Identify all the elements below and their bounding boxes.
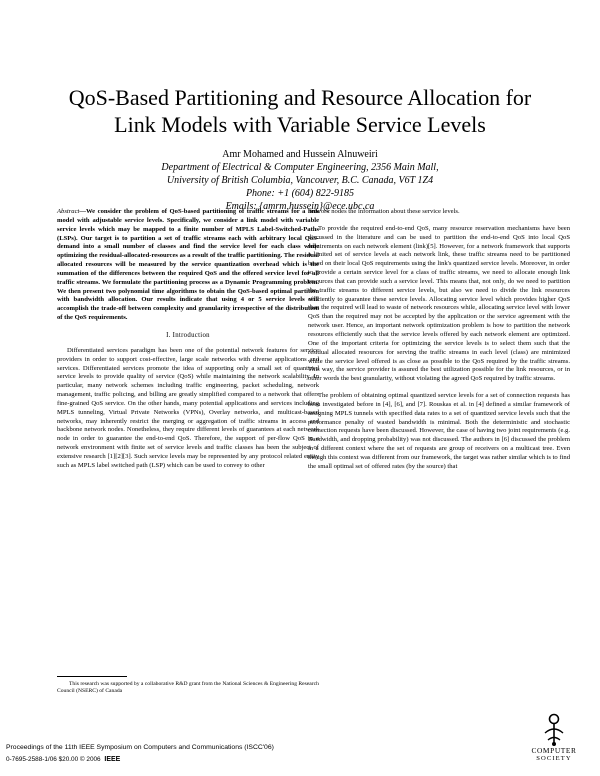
left-column [57, 208, 319, 471]
abstract-label: Abstract [57, 208, 80, 215]
author-block [80, 148, 520, 213]
author-emails: Emails: {amrm,hussein}@ece.ubc.ca [225, 201, 375, 212]
title-line-2: Link Models with Variable Service Levels [114, 112, 486, 137]
isbn-footer [6, 756, 120, 763]
isbn-text: 0-7695-2588-1/06 $20.00 © 2006 [6, 756, 101, 763]
footnote-rule [57, 676, 127, 677]
right-column [308, 208, 570, 472]
affiliation-line-2: University of British Columbia, Vancouver, B.C. Canada, V6T 1Z4 [166, 175, 434, 186]
abstract-text: —We consider the problem of QoS-based partitioning of traffic streams for a link model with adjustable service levels. Specifically, we consider a link model with variable service levels which may be mapped to a finite number of MPLS Label-Switched-Paths (LSPs). Our target is to partition a set of traffic streams each with arbitrary local QoS-demand into a small number of classes and find the service level for each class while optimizing the residual-allocated-resources as a result of the traffic partitioning. The residual allocated resources will be measured by the service quantization overhead which is the summation of the differences between the required QoS and the offered service level for all traffic streams. We formulate the partitioning process as a Dynamic Programming problem. We then present two polynomial time algorithms to obtain the QoS-based optimal partition with bandwidth allocation. Our results indicate that using 4 or 5 service levels will accomplish the trade-off between complexity and granularity irrespective of the distribution of the QoS requirements. [57, 208, 319, 322]
computer-society-logo [523, 713, 585, 773]
abstract [57, 208, 319, 323]
intro-paragraph: Differentiated services paradigm has been one of the potential network features for service providers in order to support cost-effective, large scale networks with diverse applications and services. Differentiated services promote the idea of supporting only a small set of quantized service levels to provide quality of service (QoS) while maintaining the network scalability. In particular, many network schemes including traffic engineering, packet scheduling, network management, traffic policing, and billing are greatly simplified compared to a network that offers fine-grained QoS service. On the other hands, many potential applications and services including MPLS tunneling, Virtual Private Networks (VPNs), Overlay networks, and multicast-based networks, may inherently restrict the merging or aggregation of traffic streams in access and backbone network nodes. Nonetheless, they require different levels of guarantees at each network node in order to guarantee the end-to-end QoS. Therefore, the support of per-flow QoS in a network environment with finite set of service levels and traffic classes has been the subject of extensive research [1][2][3]. Such service levels may be represented by any protocol related entity such as MPLS label switched path (LSP) which can be used to convey to other [57, 346, 319, 469]
section-heading-introduction: I. Introduction [166, 331, 210, 339]
title-line-1: QoS-Based Partitioning and Resource Allocation for [68, 85, 532, 110]
ieee-mark: IEEE [104, 756, 121, 763]
author-names: Amr Mohamed and Hussein Alnuweiri [222, 149, 378, 160]
body-paragraph-2: The problem of obtaining optimal quantized service levels for a set of connection requests has been investigated before in [4], [6], and [7]. Rouskas et al. in [4] defined a similar framework of assigning MPLS tunnels with specified data rates to a set of quantized service levels such that the performance penalty of wasted bandwidth is minimal. Both the deterministic and stochastic connection requests have been discussed. However, the case of having two joint requirements (e.g. Bandwidth, and dropping probability) was not discussed. The authors in [6] discussed the problem in a different context where the set of requests are group of receivers on a multicast tree. Even though this context was different from our framework, the target was rather similar which is to find the small optimal set of offered rates (by the source) that [308, 392, 570, 470]
paper-title [40, 84, 560, 138]
computer-society-emblem-icon [540, 713, 568, 747]
body-paragraph-1: To provide the required end-to-end QoS, many resource reservation mechanisms have been discussed in the literature and can be used to partition the end-to-end QoS into local QoS requirements on each network element (link)[5]. However, for a network framework that supports a limited set of service levels at each network link, these traffic streams need to be partitioned based on their local QoS requirements using the link's quantized service levels. Moreover, in order to provide a certain service level for a class of traffic streams, we need to allocate enough link resources that can provide such a service level. This means that, not only, do we need to partition the traffic streams to different service levels, but also we need to divide the link resources efficiently to guarantee these service levels. Allocating service level which provides higher QoS than the required will lead to waste of network resources while, allocating service level with lower QoS than the required may not be accepted by the application or the service agreement with the network user. Hence, an important network optimization problem is how to partition the network resources efficiently such that the service levels offered by each network element are optimized. One of the important criteria for optimizing the service levels is to select them such that the residual allocated resources for serving the traffic streams in each level (class) are minimized while the service level offered is as close as possible to the QoS required by the traffic streams. This way, the service provider is assured the best utilization possible for the link resources, or in other words the best granularity, without violating the agreed QoS required by traffic streams. [308, 224, 570, 383]
footnote: This research was supported by a collaborative R&D grant from the National Sciences & Engineering Research Council (NSERC) of Canada [57, 681, 319, 695]
logo-line-1: COMPUTER [531, 746, 577, 755]
affiliation-line-1: Department of Electrical & Computer Engineering, 2356 Main Mall, [161, 162, 439, 173]
logo-line-2: SOCIETY [536, 755, 572, 762]
proceedings-footer: Proceedings of the 11th IEEE Symposium on Computers and Communications (ISCC'06) [6, 744, 274, 751]
author-phone: Phone: +1 (604) 822-9185 [245, 188, 355, 199]
continuation-text: network nodes the information about these service levels. [308, 208, 460, 215]
